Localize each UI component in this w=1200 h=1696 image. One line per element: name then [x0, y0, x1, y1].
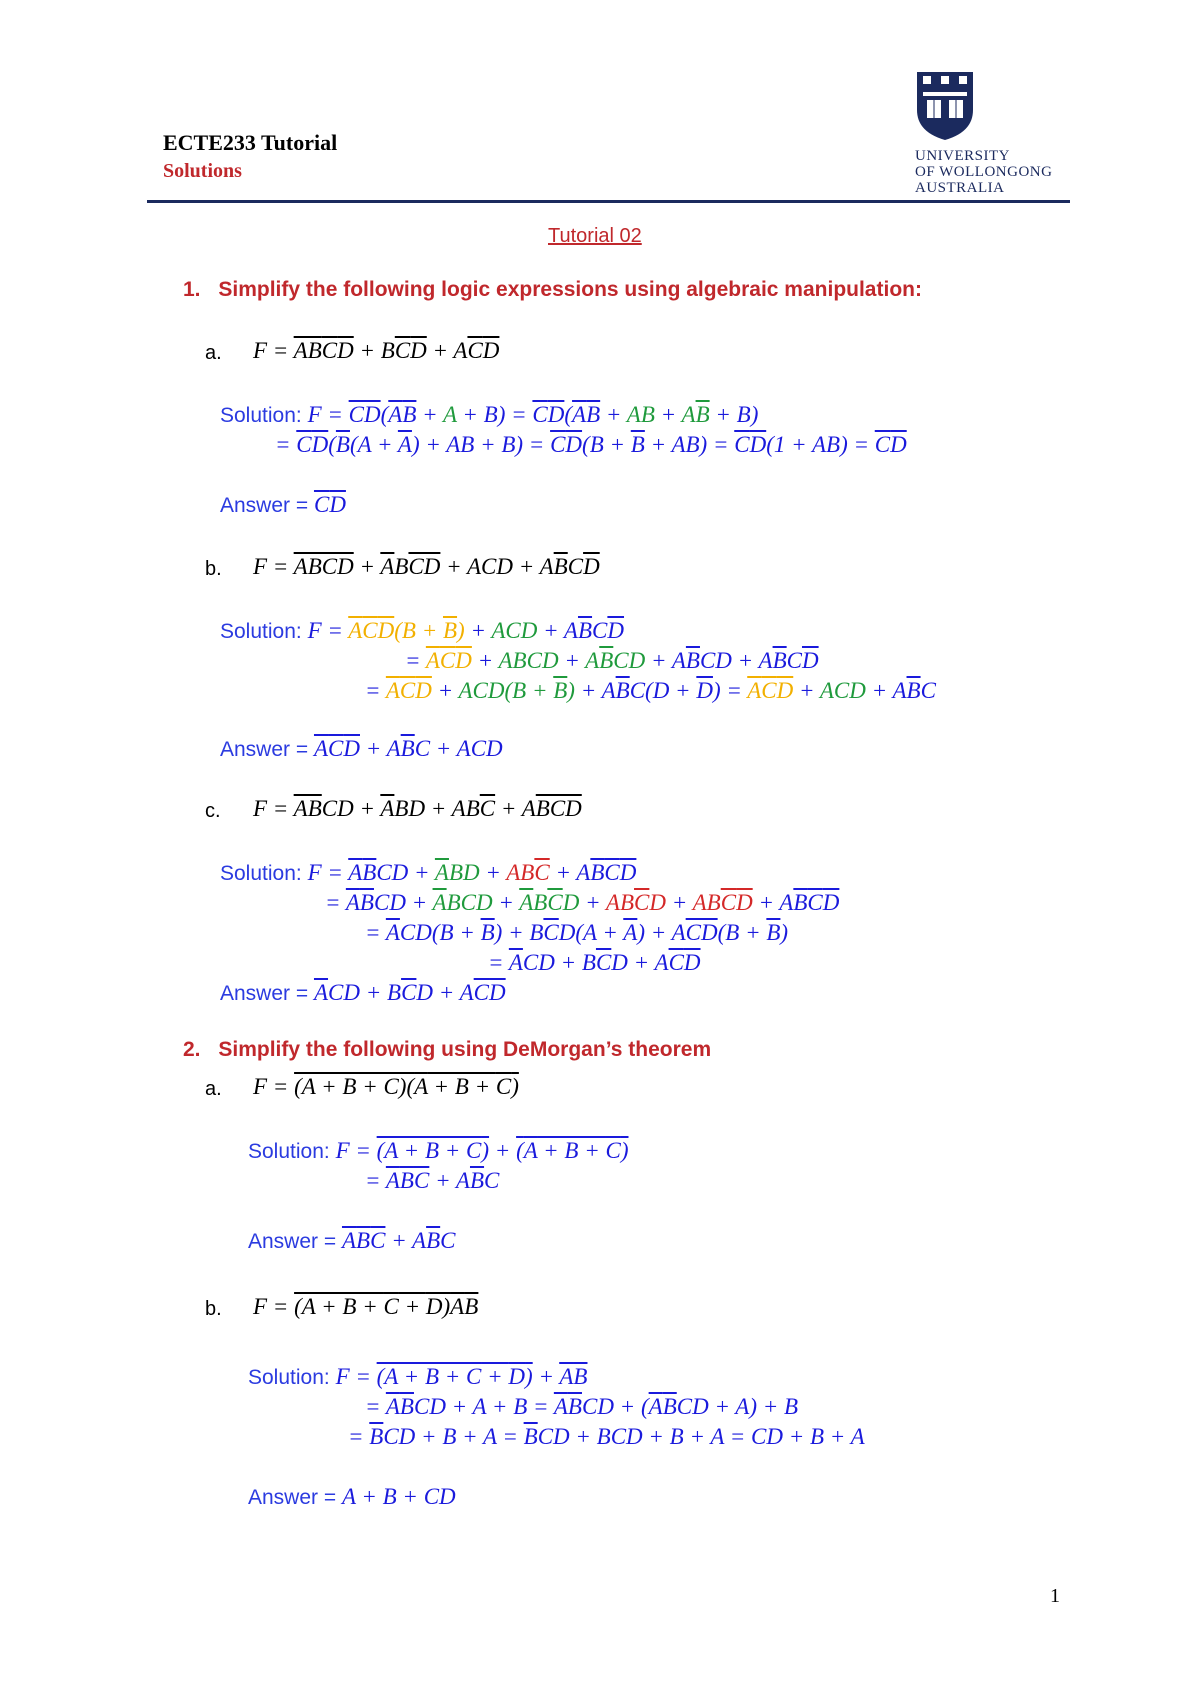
- q1-heading-text: Simplify the following logic expressions using algebraic manipulation:: [218, 278, 922, 301]
- q1b-solution-line-2: = $\overline{A}\overline{C}\overline{D}$ + ABCD + $A\overline{B}CD + A\overline{B}CD + A\overline{B}C\overline{D}$: [405, 648, 819, 673]
- q1c-answer: Answer = $\overline{A}CD + B\overline{C}D + A\overline{C}\overline{D}$: [220, 980, 506, 1005]
- subtitle: Solutions: [163, 160, 242, 182]
- q2a-solution-line-1: Solution: F = (A + B + C) + (A + B + C): [248, 1138, 629, 1163]
- q2b-solution-label: Solution:: [248, 1366, 336, 1389]
- q2b-solution-line-1: Solution: F = (A + B + C + D) + AB: [248, 1364, 588, 1389]
- q1b-answer: Answer = $\overline{A}\overline{C}\overline{D} + A\overline{B}C$ + ACD: [220, 736, 503, 761]
- q1c-label: c.: [205, 800, 221, 822]
- q2-heading: [183, 1038, 711, 1062]
- q1c-solution-line-4: = $\overline{A}CD + B\overline{C}D + A\overline{C}\overline{D}$: [488, 950, 701, 975]
- q2-heading-text: Simplify the following using DeMorgan’s theorem: [218, 1038, 712, 1061]
- q1a-solution-label: Solution:: [220, 404, 308, 427]
- q2b-answer: Answer = A + B + CD: [248, 1484, 456, 1509]
- q2a-answer: Answer = $\overline{A}\overline{B}\overline{C} + A\overline{B}C$: [248, 1228, 456, 1253]
- q1a-label: a.: [205, 342, 222, 364]
- q2b-solution-line-3: = $\overline{B}CD + B + A = \overline{B}CD$ + BCD + B + A = CD + B + A: [348, 1424, 865, 1449]
- q1-heading: [183, 278, 922, 302]
- course-title: ECTE233 Tutorial: [163, 130, 338, 155]
- q2b-solution-line-2: = $\overline{A}\overline{B}CD + A + B = \overline{A}\overline{B}CD + (\overline{A}\overline{B}CD + A) + B$: [365, 1394, 799, 1419]
- q2a-label: a.: [205, 1078, 222, 1100]
- crest-icon: [915, 70, 975, 142]
- q1c-solution-label: Solution:: [220, 862, 308, 885]
- q2a-solution-line-2: = $\overline{A}\overline{B}\overline{C} + A\overline{B}C$: [365, 1168, 500, 1193]
- page-number: 1: [1050, 1585, 1060, 1607]
- q1a-solution-line-2: = $\overline{C}\overline{D}(\overline{B}(A + \overline{A})$ + AB + $B) = \overline{C}\overline{D}(B + \overline{B} + AB) = \overline{C}\overline{D}(1 + AB) = \overline{C}\overline{D}$: [275, 432, 907, 457]
- q1c-solution-line-1: Solution: $F = \overline{A}\overline{B}CD + \overline{A}BD + AB\overline{C} + A\overline{B}\overline{C}\overline{D}$: [220, 860, 637, 885]
- q2a-solution-label: Solution:: [248, 1140, 336, 1163]
- q2a-answer-label: Answer =: [248, 1230, 342, 1253]
- header-divider: [147, 200, 1070, 203]
- q1c-answer-label: Answer =: [220, 982, 314, 1005]
- q2b-label: b.: [205, 1298, 222, 1320]
- q1c-solution-line-2: = $\overline{A}\overline{B}CD + \overline{A}BCD + \overline{A}B\overline{C}D + AB\overline{C}D + AB\overline{C}\overline{D} + A\overline{B}\overline{C}\overline{D}$: [325, 890, 840, 915]
- logo-line-2: OF WOLLONGONG: [915, 164, 1053, 180]
- page-title: Tutorial 02: [548, 225, 642, 247]
- q1a-answer: Answer = $\overline{C}\overline{D}$: [220, 492, 346, 517]
- university-logo: [915, 70, 1065, 195]
- q1c-solution-line-3: = $\overline{A}CD(B + \overline{B}) + B\overline{C}D(A + \overline{A}) + A\overline{C}\overline{D}(B + \overline{B})$: [365, 920, 789, 945]
- q1b-label: b.: [205, 558, 222, 580]
- q2-number: 2.: [183, 1038, 201, 1061]
- q1a-answer-label: Answer =: [220, 494, 314, 517]
- q1b-expression: F = ABCD + $\overline{A}B\overline{CD}$ + ACD + $A\overline{B}C\overline{D}$: [253, 554, 600, 579]
- q2b-expression: F = (A + B + C + D)AB: [253, 1294, 479, 1319]
- q1-number: 1.: [183, 278, 201, 301]
- q1b-solution-label: Solution:: [220, 620, 308, 643]
- q1c-expression: $F = \overline{AB}CD + \overline{A}BD + AB\overline{C} + A\overline{BCD}$: [253, 796, 582, 821]
- logo-line-3: AUSTRALIA: [915, 180, 1005, 196]
- q1b-solution-line-3: = $\overline{A}\overline{C}\overline{D} + ACD(B + \overline{B}) + A\overline{B}C(D + \overline{D}) = \overline{A}\overline{C}\overline{D}$ + ACD + $A\overline{B}C$: [365, 678, 936, 703]
- q1b-answer-label: Answer =: [220, 738, 314, 761]
- logo-line-1: UNIVERSITY: [915, 148, 1010, 164]
- q1a-expression: $F = \overline{AB}\overline{C}\overline{D} + B\overline{C}\overline{D} + A\overline{C}\overline{D}$: [253, 338, 500, 363]
- q1a-solution-line-1: Solution: $F = \overline{C}\overline{D}(\overline{A}\overline{B} + A + B) = \overline{C}\overline{D}(\overline{A}\overline{B}$ + AB + $A\overline{B} + B$): [220, 402, 759, 427]
- q2b-answer-label: Answer =: [248, 1486, 342, 1509]
- q2a-expression: F = (A + B + C)(A + B + C): [253, 1074, 519, 1099]
- q1b-solution-line-1: Solution: $F = \overline{A}\overline{C}\overline{D}(B + \overline{B})$ + ACD + $A\overline{B}C\overline{D}$: [220, 618, 625, 643]
